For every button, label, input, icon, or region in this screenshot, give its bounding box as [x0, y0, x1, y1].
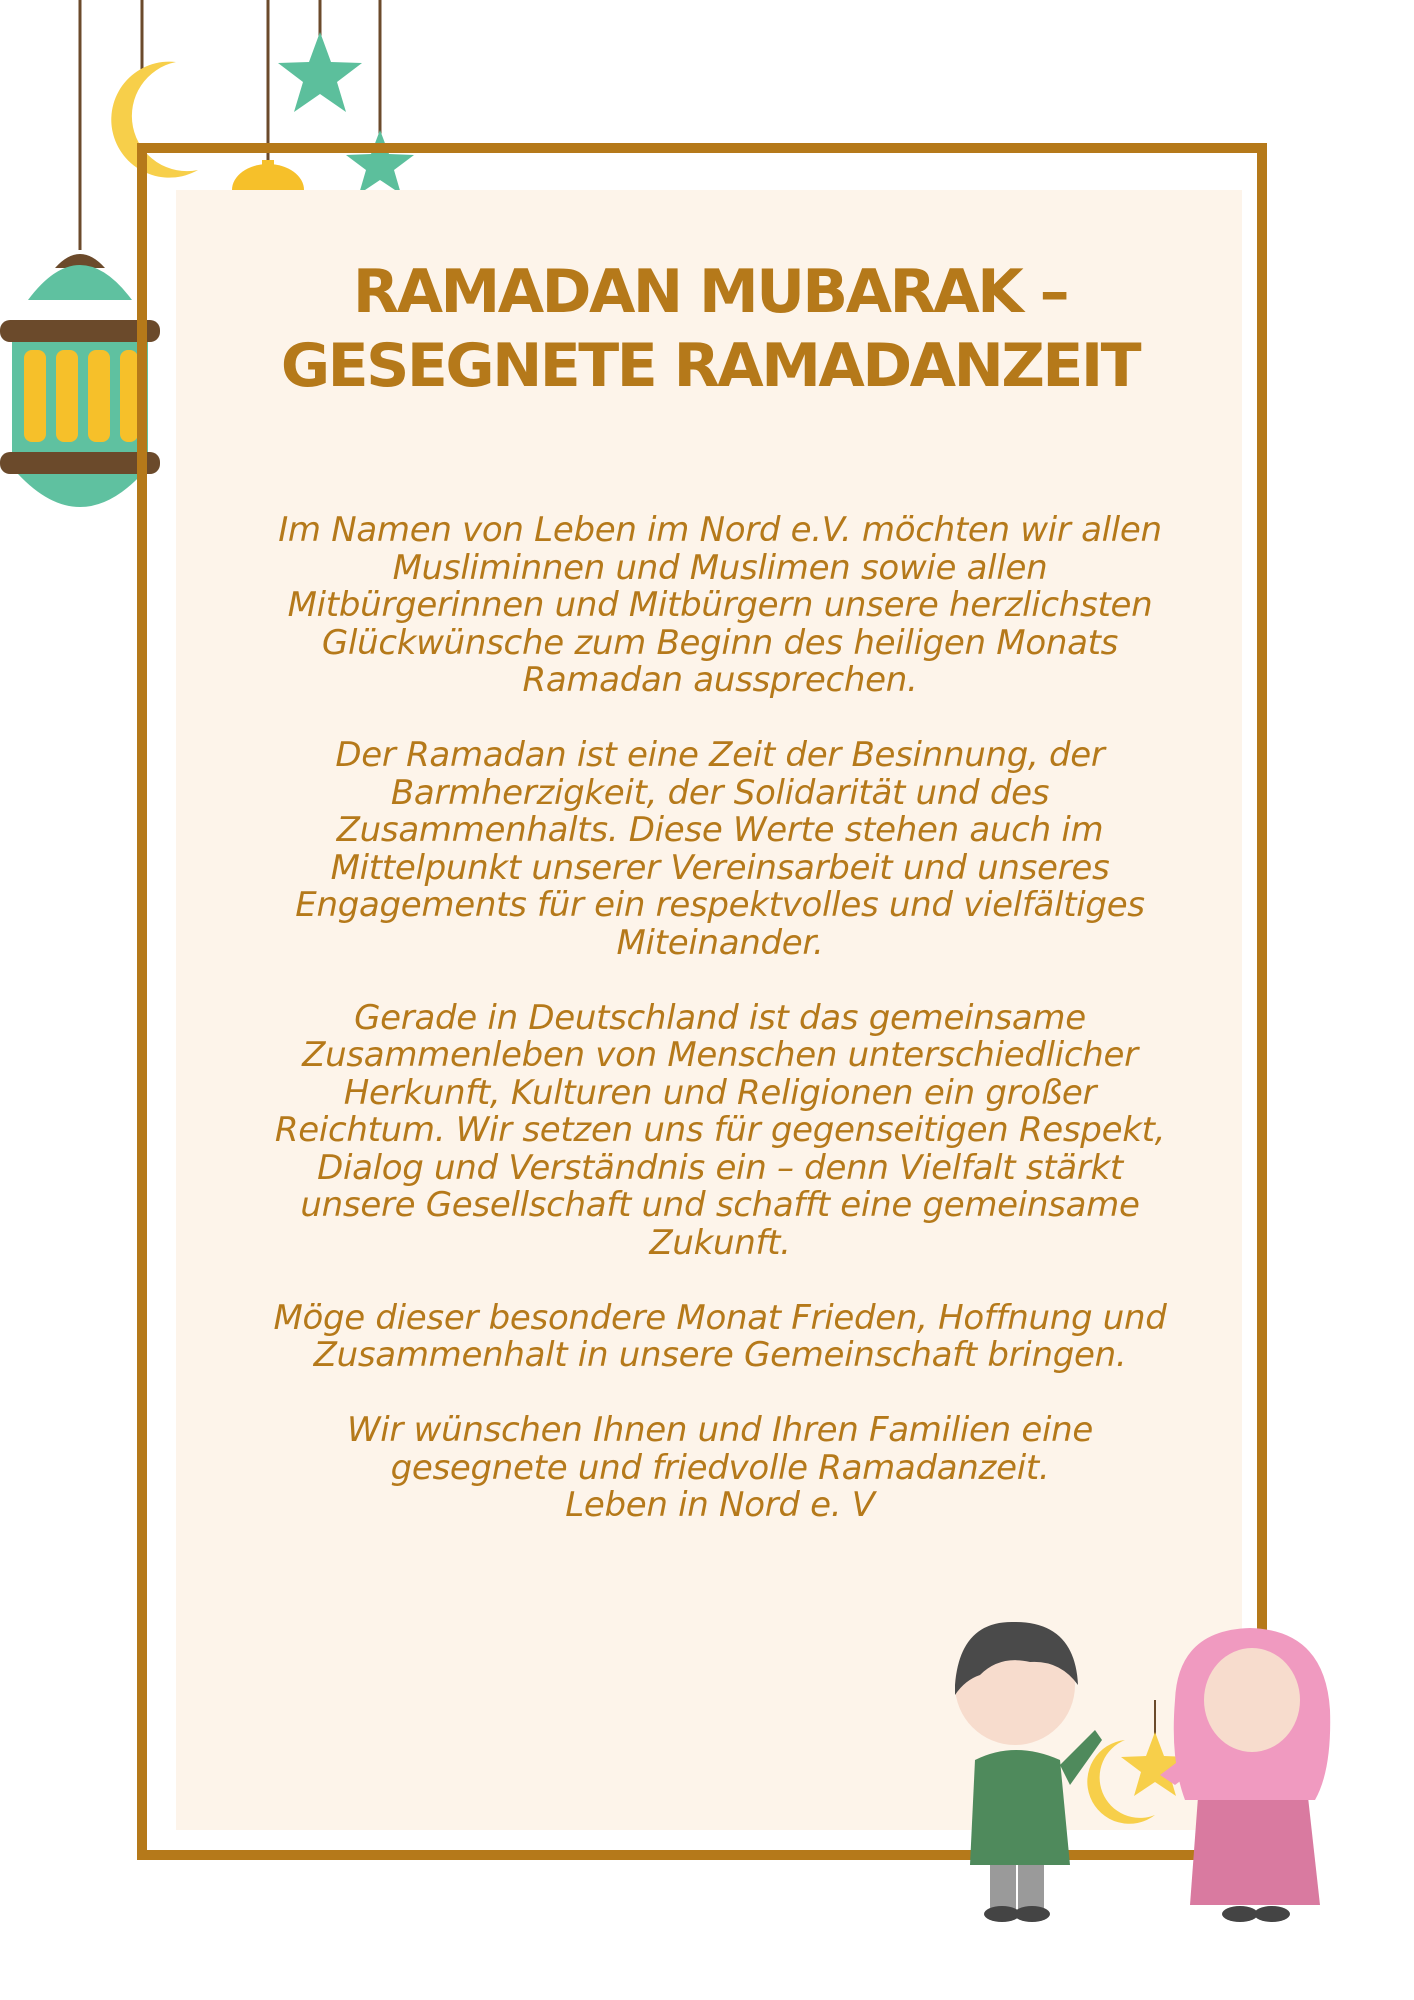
signature: Leben in Nord e. V [565, 1485, 875, 1525]
paragraph-intro: Im Namen von Leben im Nord e.V. möchten wir allen Musliminnen und Muslimen sowie allen Mitbürgerinnen und Mitbürgern unsere herzlichsten Glückwünsche zum Beginn des heiligen Monats Ramadan aussprechen. [278, 510, 1162, 700]
letter-body [260, 512, 1180, 1525]
title-line-1: RAMADAN MUBARAK – [352, 257, 1068, 327]
page-title [230, 255, 1190, 403]
star-icon [278, 32, 362, 112]
title-line-2: GESEGNETE RAMADANZEIT [280, 331, 1140, 401]
paragraph-diversity: Gerade in Deutschland ist das gemeinsame Zusammenleben von Menschen unterschiedlicher Herkunft, Kulturen und Religionen ein großer Reichtum. Wir setzen uns für gegenseitigen Respekt, Dialog und Verständnis ein – denn Vielfalt stärkt unsere Gesellschaft und schafft eine gemeinsame Zukunft. [274, 997, 1166, 1263]
closing-greeting: Wir wünschen Ihnen und Ihren Familien eine gesegnete und friedvolle Ramadanzeit. [346, 1410, 1094, 1488]
children-holding-moon-and-star-illustration [920, 1600, 1360, 1930]
boy-figure-icon [955, 1622, 1102, 1922]
paragraph-wish: Möge dieser besondere Monat Frieden, Hoffnung und Zusammenhalt in unsere Gemeinschaft bringen. [273, 1297, 1167, 1375]
paragraph-values: Der Ramadan ist eine Zeit der Besinnung, der Barmherzigkeit, der Solidarität und des Zusammenhalts. Diese Werte stehen auch im Mittelpunkt unserer Vereinsarbeit und unseres Engagements für ein respektvolles und vielfältiges Miteinander. [295, 735, 1145, 963]
girl-figure-icon [1160, 1628, 1330, 1922]
closing-block [260, 1412, 1180, 1525]
hanging-lantern-icon [0, 254, 160, 507]
